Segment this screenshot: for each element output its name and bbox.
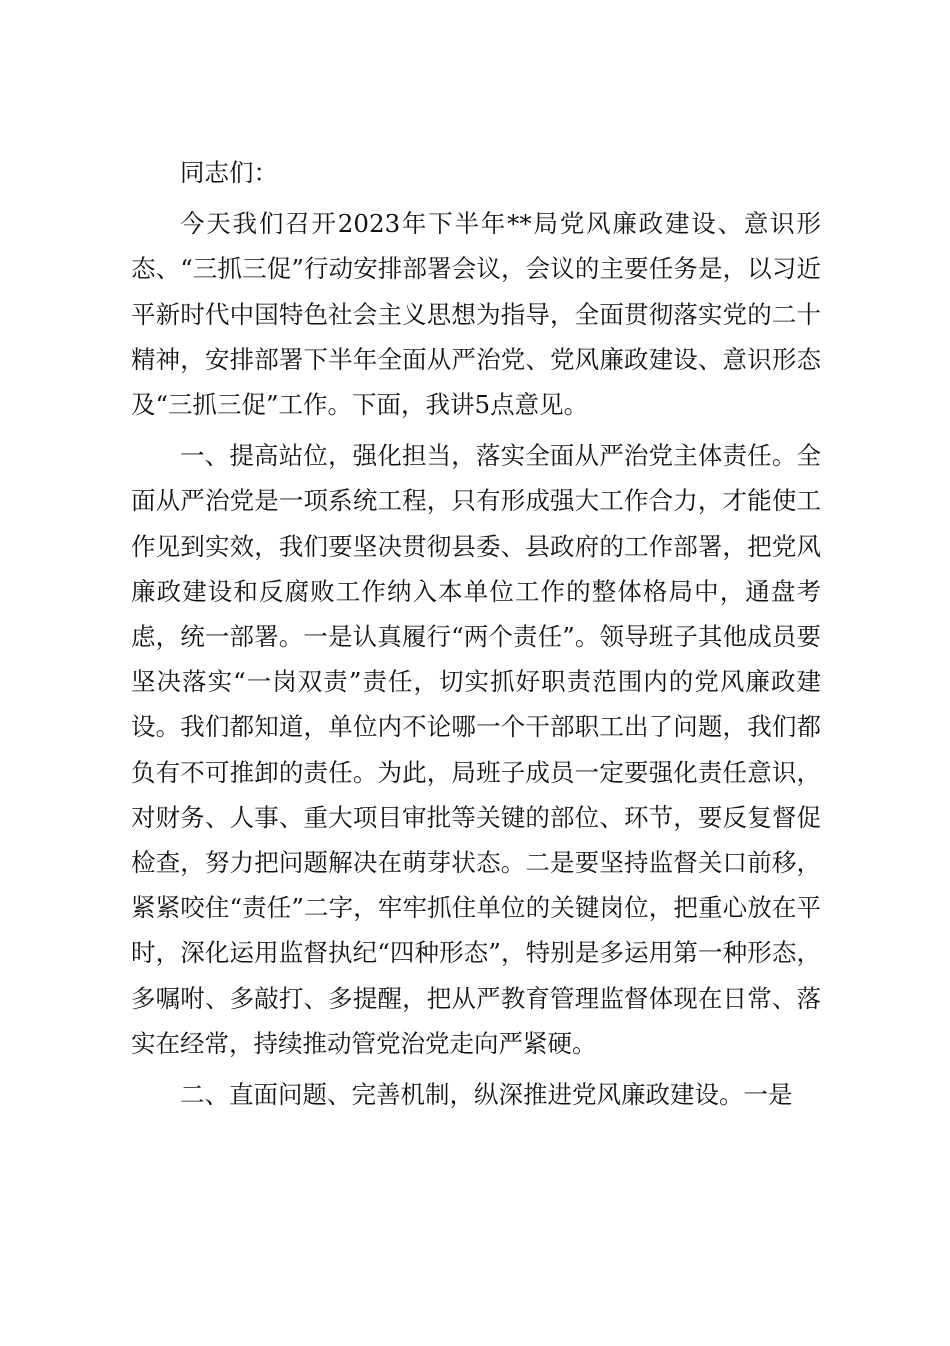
paragraph-intro: 今天我们召开2023年下半年**局党风廉政建设、意识形态、“三抓三促”行动安排部署会议，会议的主要任务是，以习近平新时代中国特色社会主义思想为指导，全面贯彻落实党的二十精神，安排部署下半年全面从严治党、党风廉政建设、意识形态及“三抓三促”工作。下面，我讲5点意见。	[131, 209, 821, 420]
paragraph-section-two: 二、直面问题、完善机制，纵深推进党风廉政建设。一是	[180, 1080, 793, 1110]
paragraph-section-one: 一、提高站位，强化担当，落实全面从严治党主体责任。全面从严治党是一项系统工程，只有形成强大工作合力，才能使工作见到实效，我们要坚决贯彻县委、县政府的工作部署，把党风廉政建设和反腐败工作纳入本单位工作的整体格局中，通盘考虑，统一部署。一是认真履行“两个责任”。领导班子其他成员要坚决落实“一岗双责”责任，切实抓好职责范围内的党风廉政建设。我们都知道，单位内不论哪一个干部职工出了问题，我们都负有不可推卸的责任。为此，局班子成员一定要强化责任意识，对财务、人事、重大项目审批等关键的部位、环节，要反复督促检查，努力把问题解决在萌芽状态。二是要坚持监督关口前移，紧紧咬住“责任”二字，牢牢抓住单位的关键岗位，把重心放在平时，深化运用监督执纪“四种形态”，特别是多运用第一种形态，多嘱咐、多敲打、多提醒，把从严教育管理监督体现在日常、落实在经常，持续推动管党治党走向严紧硬。	[131, 441, 821, 1058]
salutation: 同志们：	[180, 158, 278, 187]
document-body	[131, 150, 821, 1123]
